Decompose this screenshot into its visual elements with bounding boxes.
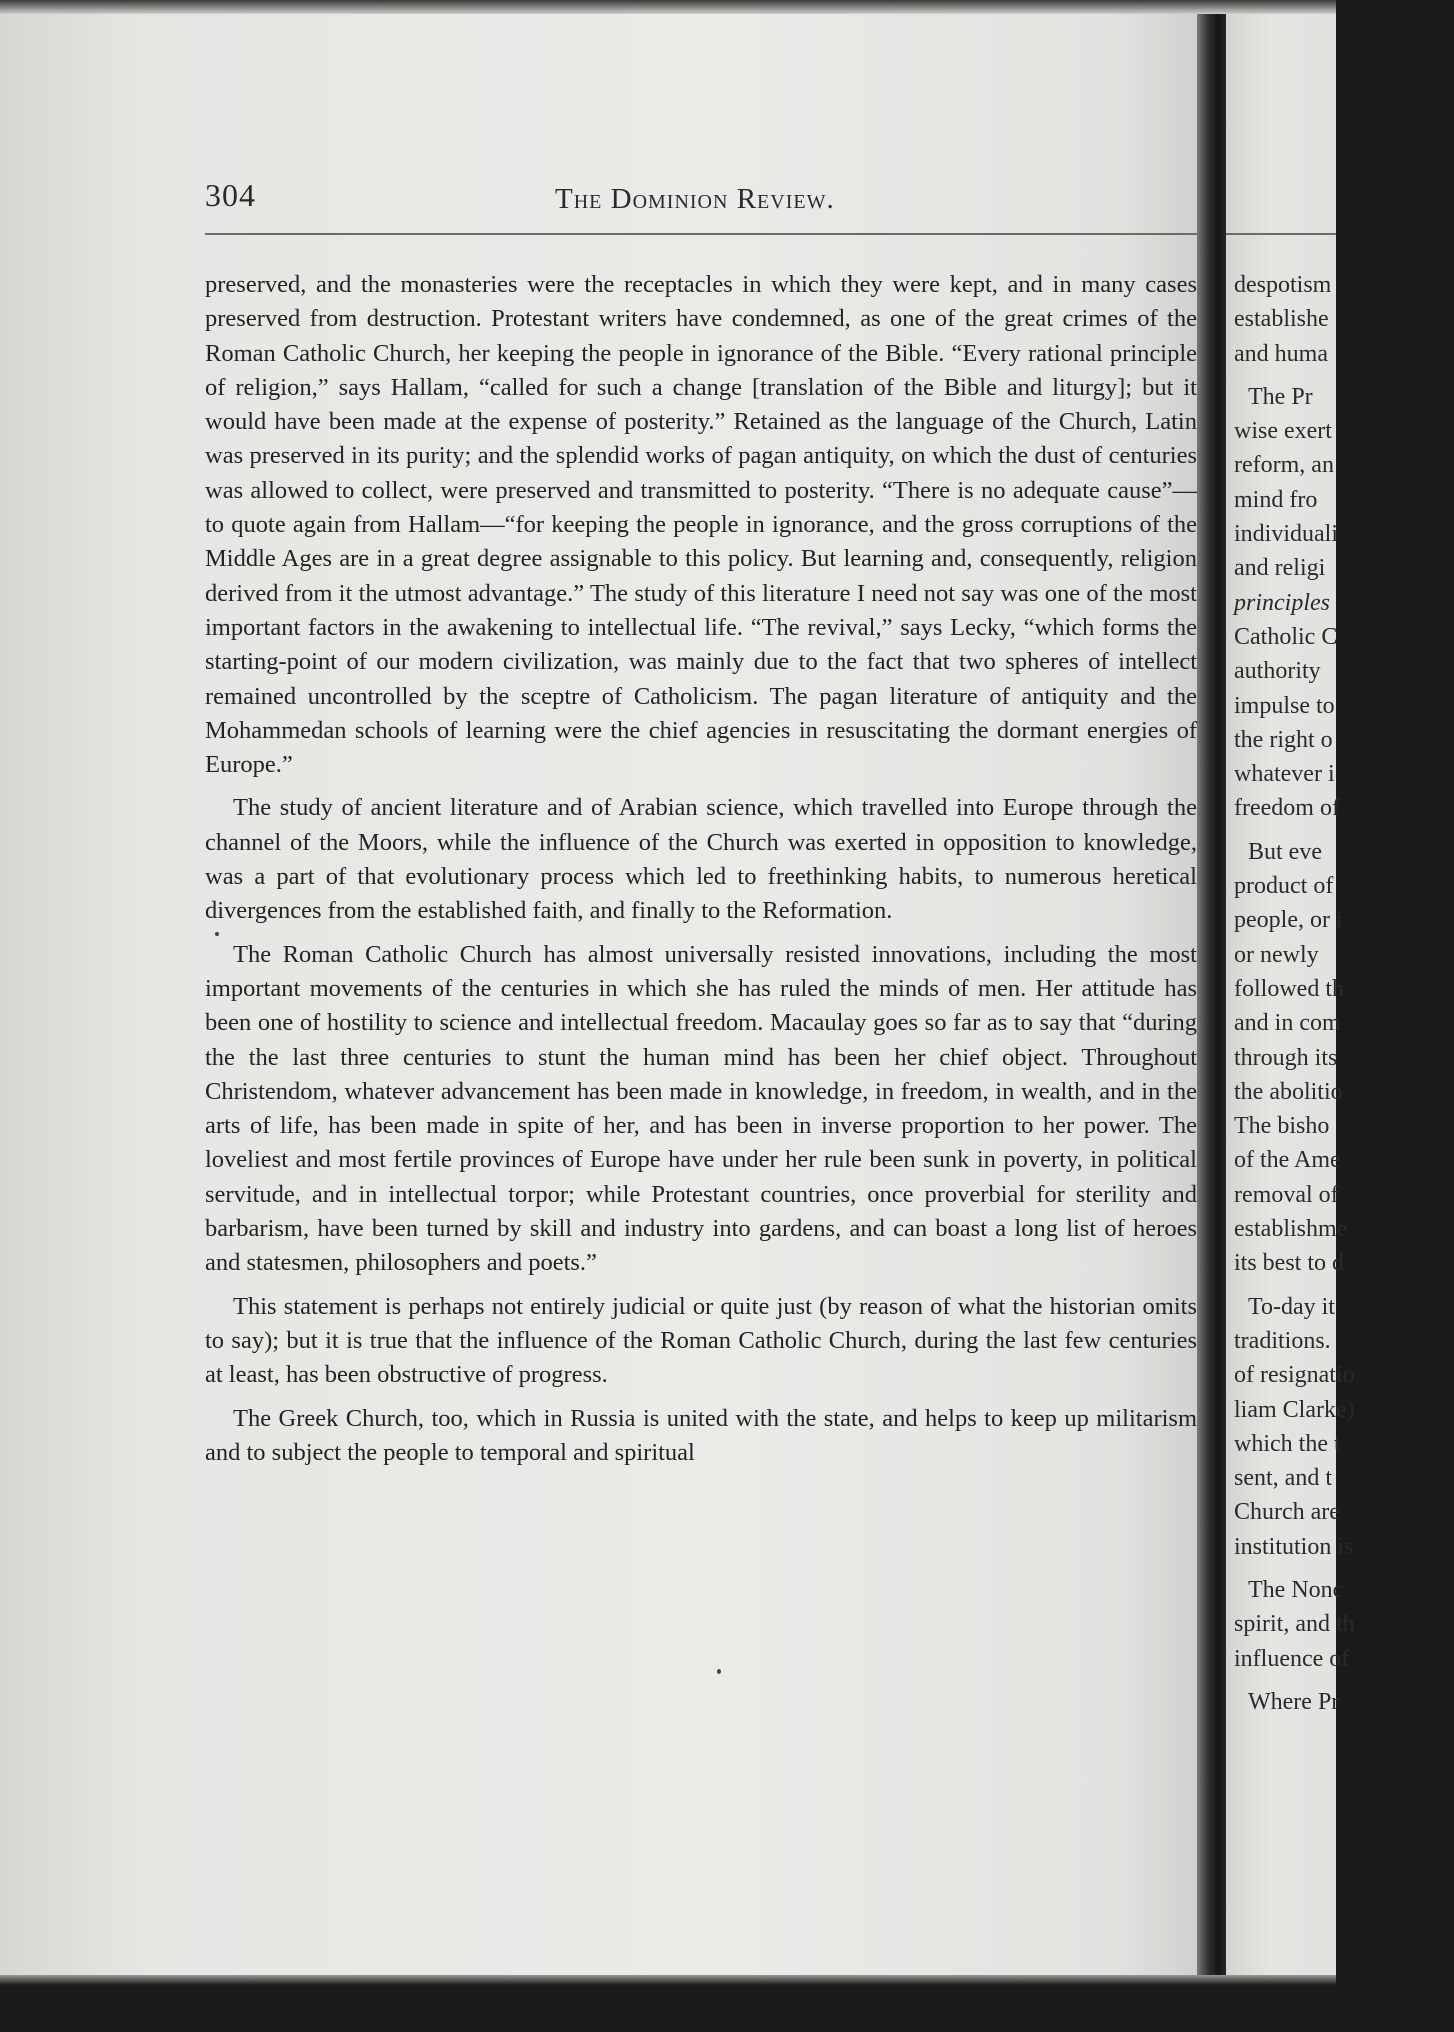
bottom-scan-edge [0,1975,1336,2032]
facing-page-line: sent, and t [1234,1465,1332,1492]
facing-page-line: of resignatio [1234,1362,1355,1389]
facing-page-line: Church are [1234,1499,1340,1526]
facing-page-line: individuali [1234,521,1338,548]
page-number: 304 [205,177,256,213]
facing-page-line: To-day it [1248,1293,1335,1320]
facing-page-line: principles [1234,589,1330,616]
facing-page-line: despotism [1234,272,1332,298]
facing-page-line: and in com [1234,1010,1341,1037]
facing-page-line: mind fro [1234,486,1318,513]
facing-page-line: traditions. [1234,1327,1331,1354]
facing-page-line: which the t [1234,1430,1341,1457]
facing-page-text [1234,268,1454,1719]
facing-page-line: impulse to [1234,692,1335,719]
facing-page-line: Where Pr [1248,1688,1340,1715]
facing-page-line: reform, an [1234,452,1334,479]
facing-page-line: followed th [1234,975,1344,1002]
scan-speck [215,932,219,936]
facing-page-line: The bisho [1234,1113,1330,1140]
facing-page-line: establishme [1234,1216,1348,1243]
scan-speck [717,1669,721,1674]
facing-page-line: freedom of [1234,795,1340,822]
facing-page-line: establishe [1234,306,1329,333]
body-text [205,268,1197,1470]
facing-page-line: wise exert [1234,418,1332,445]
facing-page-line: through its [1234,1044,1338,1071]
facing-page-line: authority [1234,658,1321,685]
paragraph: The study of ancient literature and of Arabian science, which travelled into Europe through the channel of the Moors, while the influence of the Church was exerted in opposition to knowledge, was a part of that evolutionary process which led to freethinking habits, to numerous heretical divergences from the established faith, and finally to the Reformation. [205,794,1197,925]
facing-page-line: institution is [1234,1533,1354,1560]
facing-page-line: spirit, and th [1234,1611,1355,1638]
facing-page-line: of the Ame [1234,1147,1341,1174]
top-shadow [0,0,1336,14]
facing-page-line: people, or i [1234,907,1343,934]
paragraph: preserved, and the monasteries were the receptacles in which they were kept, and in many cases preserved from destruction. Protestant writers have condemned, as one of the great crimes of the Roman Catholic Church, her keeping the people in ignorance of the Bible. “Every rational principle of religion,” says Hallam, “called for such a change [translation of the Bible and liturgy]; but it would have been made at the expense of posterity.” Retained as the language of the Church, Latin was preserved in its purity; and the splendid works of pagan antiquity, on which the dust of centuries was allowed to collect, were preserved and transmitted to posterity. “There is no adequate cause”—to quote again from Hallam—“for keeping the people in ignorance, and the gross corruptions of the Middle Ages are in a great degree assignable to this policy. But learning and, consequently, religion derived from it the utmost advantage.” The study of this literature I need not say was one of the most important factors in the awakening to intellectual life. “The revival,” says Lecky, “which forms the starting-point of our modern civilization, was mainly due to the fact that two spheres of intellect remained uncontrolled by the sceptre of Catholicism. The pagan literature of antiquity and the Mohammedan schools of learning were the chief agencies in resuscitating the dormant energies of Europe.” [205,271,1197,779]
running-head [0,0,1212,250]
facing-page-line: Catholic C [1234,623,1338,650]
facing-page-line: and huma [1234,340,1328,367]
journal-title: The Dominion Review. [555,183,835,215]
facing-page-line: The Nonc [1248,1576,1344,1603]
facing-page-line: the right o [1234,726,1333,753]
facing-page-line: whatever i [1234,761,1335,788]
facing-page-line: The Pr [1248,383,1313,410]
paragraph: The Greek Church, too, which in Russia is united with the state, and helps to keep up militarism and to subject the people to temporal and spiritual [205,1404,1197,1466]
facing-page [1226,0,1355,1975]
paragraph: This statement is perhaps not entirely judicial or quite just (by reason of what the historian omits to say); but it is true that the influence of the Roman Catholic Church, during the last few centuries at least, has been obstructive of progress. [205,1292,1197,1389]
facing-page-line: But eve [1248,838,1322,865]
paragraph: The Roman Catholic Church has almost universally resisted innovations, including the most important movements of the centuries in which she has ruled the minds of men. Her attitude has been one of hostility to science and intellectual freedom. Macaulay goes so far as to say that “during the the last three centuries to stunt the human mind has been her chief object. Throughout Christendom, whatever advancement has been made in knowledge, in freedom, in wealth, and in the arts of life, has been made in spite of her, and has been in inverse proportion to her power. The loveliest and most fertile provinces of Europe have under her rule been sunk in poverty, in political servitude, and in intellectual torpor; while Protestant countries, once proverbial for sterility and barbarism, have been turned by skill and industry into gardens, and can boast a long list of heroes and statesmen, philosophers and poets.” [205,940,1197,1277]
header-rule [205,233,1197,235]
facing-page-line: liam Clarke) [1234,1396,1355,1423]
facing-page-line: or newly [1234,941,1319,968]
facing-page-line: removal of [1234,1181,1339,1208]
facing-page-line: influence of [1234,1645,1350,1672]
facing-header-rule [1226,233,1336,235]
facing-page-line: product of [1234,873,1334,900]
facing-page-line: the abolitio [1234,1078,1343,1105]
facing-page-line: and religi [1234,555,1326,582]
facing-page-line: its best to d [1234,1250,1345,1277]
